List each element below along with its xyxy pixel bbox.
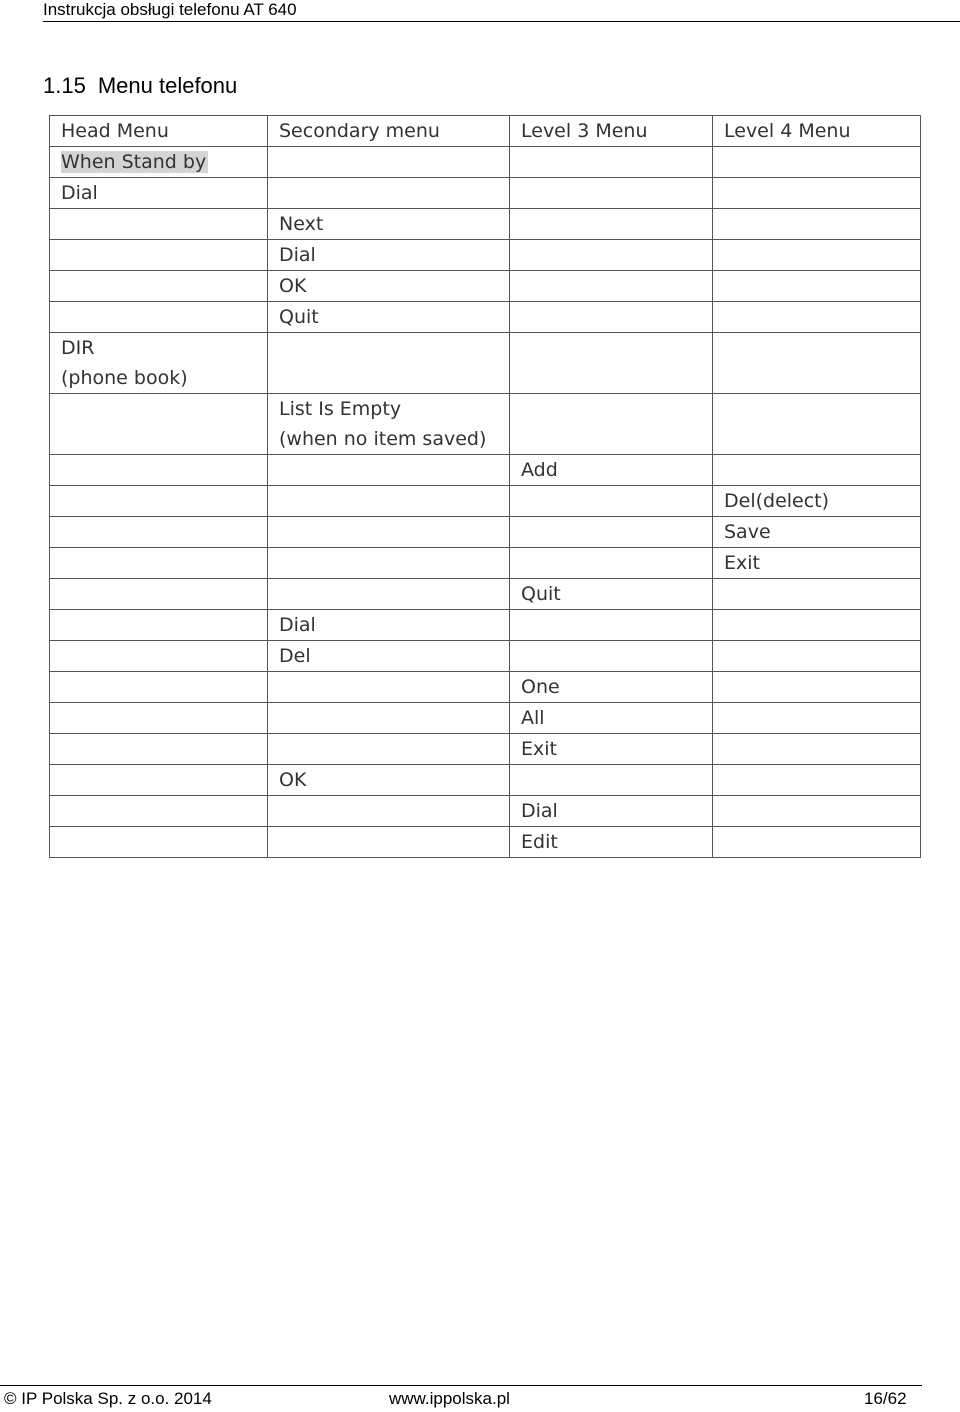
table-row	[50, 302, 921, 333]
footer-copyright: © IP Polska Sp. z o.o. 2014	[4, 1389, 212, 1408]
table-cell	[50, 610, 268, 641]
table-row	[50, 178, 921, 209]
column-header-head-menu: Head Menu	[50, 116, 268, 147]
table-cell	[510, 178, 713, 209]
table-cell: Add	[510, 455, 713, 486]
table-cell	[268, 796, 510, 827]
table-cell	[713, 333, 921, 394]
table-cell	[713, 209, 921, 240]
table-row	[50, 209, 921, 240]
table-row	[50, 517, 921, 548]
table-cell	[713, 271, 921, 302]
table-row	[50, 147, 921, 178]
menu-table	[49, 115, 921, 858]
table-cell	[50, 796, 268, 827]
table-row	[50, 641, 921, 672]
column-header-level-4-menu: Level 4 Menu	[713, 116, 921, 147]
table-cell: Dial	[50, 178, 268, 209]
running-header-title: Instrukcja obsługi telefonu AT 640	[43, 0, 297, 19]
table-cell: Dial	[268, 240, 510, 271]
table-cell	[50, 548, 268, 579]
table-cell: Exit	[510, 734, 713, 765]
table-cell	[50, 579, 268, 610]
table-cell	[713, 703, 921, 734]
table-cell	[713, 455, 921, 486]
table-cell	[50, 147, 268, 178]
table-cell	[50, 455, 268, 486]
table-cell	[50, 734, 268, 765]
column-header-level-3-menu: Level 3 Menu	[510, 116, 713, 147]
table-row	[50, 271, 921, 302]
cell-line: (when no item saved)	[279, 428, 487, 450]
cell-line: List Is Empty	[279, 398, 402, 420]
table-cell: Del	[268, 641, 510, 672]
table-cell	[268, 486, 510, 517]
table-cell	[713, 672, 921, 703]
table-cell	[713, 610, 921, 641]
table-cell: Dial	[268, 610, 510, 641]
table-cell	[510, 209, 713, 240]
table-row	[50, 827, 921, 858]
highlighted-text: When Stand by	[61, 151, 207, 173]
table-cell	[510, 240, 713, 271]
table-cell	[50, 517, 268, 548]
table-row	[50, 734, 921, 765]
table-cell	[713, 827, 921, 858]
table-cell	[50, 209, 268, 240]
table-cell	[713, 641, 921, 672]
table-cell: One	[510, 672, 713, 703]
table-cell: OK	[268, 271, 510, 302]
table-cell	[510, 486, 713, 517]
table-cell	[510, 271, 713, 302]
table-cell: Del(delect)	[713, 486, 921, 517]
table-cell	[50, 394, 268, 455]
table-row	[50, 703, 921, 734]
table-cell	[50, 333, 268, 394]
table-cell	[268, 827, 510, 858]
table-cell: Save	[713, 517, 921, 548]
table-row	[50, 672, 921, 703]
table-cell	[510, 394, 713, 455]
table-cell	[268, 548, 510, 579]
table-row	[50, 240, 921, 271]
table-cell	[510, 548, 713, 579]
section-title	[43, 72, 237, 100]
table-cell	[268, 147, 510, 178]
table-row	[50, 548, 921, 579]
table-cell	[50, 703, 268, 734]
table-header-row	[50, 116, 921, 147]
table-cell: Next	[268, 209, 510, 240]
footer-website-link[interactable]: www.ippolska.pl	[389, 1389, 510, 1408]
table-row	[50, 579, 921, 610]
table-cell	[50, 271, 268, 302]
table-cell	[268, 517, 510, 548]
table-cell	[268, 333, 510, 394]
section-title-text: Menu telefonu	[97, 73, 238, 98]
section-number: 1.15	[43, 73, 86, 98]
table-row	[50, 333, 921, 394]
table-cell	[510, 765, 713, 796]
table-cell	[268, 394, 510, 455]
table-cell	[268, 734, 510, 765]
table-cell: OK	[268, 765, 510, 796]
footer-divider	[0, 1385, 922, 1386]
table-cell: Quit	[268, 302, 510, 333]
table-cell	[713, 796, 921, 827]
table-row	[50, 394, 921, 455]
table-cell	[510, 641, 713, 672]
cell-line: DIR	[61, 337, 95, 359]
table-cell	[510, 333, 713, 394]
footer-page-number: 16/62	[864, 1389, 907, 1408]
table-cell	[510, 517, 713, 548]
table-cell	[50, 240, 268, 271]
table-cell	[50, 302, 268, 333]
table-cell	[50, 641, 268, 672]
table-cell	[713, 240, 921, 271]
table-cell	[50, 486, 268, 517]
cell-line: (phone book)	[61, 367, 188, 389]
table-row	[50, 455, 921, 486]
table-cell	[268, 579, 510, 610]
table-cell	[713, 734, 921, 765]
table-cell	[268, 672, 510, 703]
table-cell	[713, 147, 921, 178]
table-cell	[713, 178, 921, 209]
table-cell	[50, 672, 268, 703]
table-row	[50, 610, 921, 641]
table-row	[50, 486, 921, 517]
table-cell	[268, 178, 510, 209]
running-header	[43, 0, 960, 22]
table-cell	[50, 827, 268, 858]
table-cell	[50, 765, 268, 796]
table-cell: All	[510, 703, 713, 734]
table-cell: Edit	[510, 827, 713, 858]
table-cell	[713, 579, 921, 610]
table-cell: Exit	[713, 548, 921, 579]
table-cell	[713, 765, 921, 796]
table-cell	[268, 455, 510, 486]
table-cell	[268, 703, 510, 734]
table-cell	[713, 302, 921, 333]
table-cell: Dial	[510, 796, 713, 827]
column-header-secondary-menu: Secondary menu	[268, 116, 510, 147]
table-cell: Quit	[510, 579, 713, 610]
table-cell	[510, 147, 713, 178]
table-row	[50, 796, 921, 827]
table-cell	[510, 610, 713, 641]
table-cell	[510, 302, 713, 333]
table-row	[50, 765, 921, 796]
table-cell	[713, 394, 921, 455]
